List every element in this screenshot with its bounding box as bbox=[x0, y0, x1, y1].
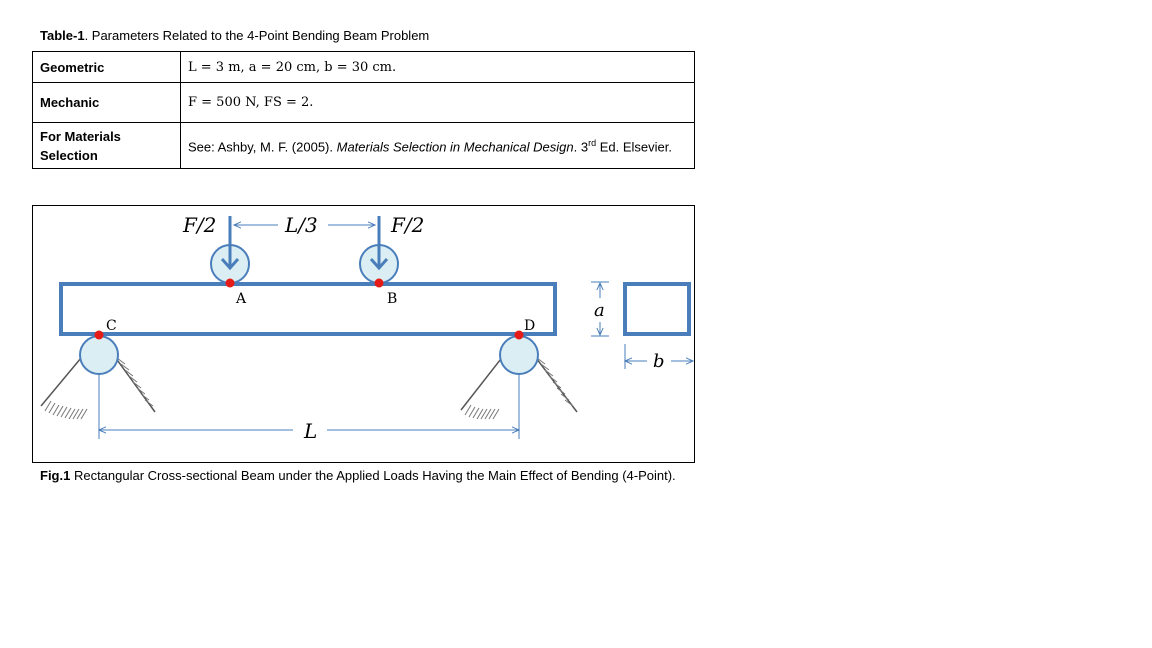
point-a-label: A bbox=[236, 291, 247, 307]
reference-publisher: Ed. Elsevier. bbox=[596, 139, 672, 155]
width-label: b bbox=[653, 351, 665, 372]
load-left-label: F/2 bbox=[183, 213, 217, 237]
parameters-table bbox=[32, 51, 695, 169]
row-header-geometric: Geometric bbox=[33, 52, 181, 83]
figure-caption-label: Fig.1 bbox=[40, 468, 71, 483]
reference-title: Materials Selection in Mechanical Design bbox=[336, 139, 574, 155]
reference-edition: . 3 bbox=[573, 139, 589, 155]
beam bbox=[61, 284, 555, 334]
figure-caption bbox=[40, 466, 690, 485]
table-caption bbox=[40, 28, 429, 43]
row-content-materials bbox=[181, 123, 695, 169]
point-d-label: D bbox=[524, 318, 536, 334]
table-row-materials bbox=[33, 123, 695, 169]
point-c-marker bbox=[95, 331, 104, 340]
figure-caption-text: Rectangular Cross-sectional Beam under the Applied Loads Having the Main Effect of Bending (4-Point). bbox=[70, 468, 676, 483]
beam-diagram bbox=[33, 206, 694, 462]
right-load-arrow bbox=[371, 216, 387, 268]
figure-frame bbox=[32, 205, 695, 463]
reference-author: See: Ashby, M. F. (2005). bbox=[188, 139, 337, 155]
height-label: a bbox=[594, 300, 605, 321]
table-caption-text: . Parameters Related to the 4-Point Bending Beam Problem bbox=[84, 28, 430, 43]
left-load-arrow bbox=[222, 216, 238, 268]
point-c-label: C bbox=[106, 318, 117, 334]
row-header-mechanic: Mechanic bbox=[33, 83, 181, 123]
load-right-label: F/2 bbox=[391, 213, 425, 237]
cross-section bbox=[625, 284, 689, 334]
right-support-roller bbox=[500, 336, 538, 374]
span-label: L bbox=[304, 419, 318, 443]
point-b-label: B bbox=[387, 291, 398, 307]
table-caption-label: Table-1 bbox=[40, 28, 85, 43]
row-content-geometric: L = 3 m, a = 20 cm, b = 30 cm. bbox=[181, 52, 695, 83]
table-row-geometric bbox=[33, 52, 695, 83]
reference-edition-suffix: rd bbox=[588, 138, 597, 149]
table-row-mechanic bbox=[33, 83, 695, 123]
point-a-marker bbox=[226, 279, 235, 288]
point-d-marker bbox=[515, 331, 524, 340]
load-spacing-label: L/3 bbox=[285, 213, 318, 237]
left-support-roller bbox=[80, 336, 118, 374]
row-header-materials: For Materials Selection bbox=[33, 123, 181, 169]
point-b-marker bbox=[375, 279, 384, 288]
row-content-mechanic: F = 500 N, FS = 2. bbox=[181, 83, 695, 123]
